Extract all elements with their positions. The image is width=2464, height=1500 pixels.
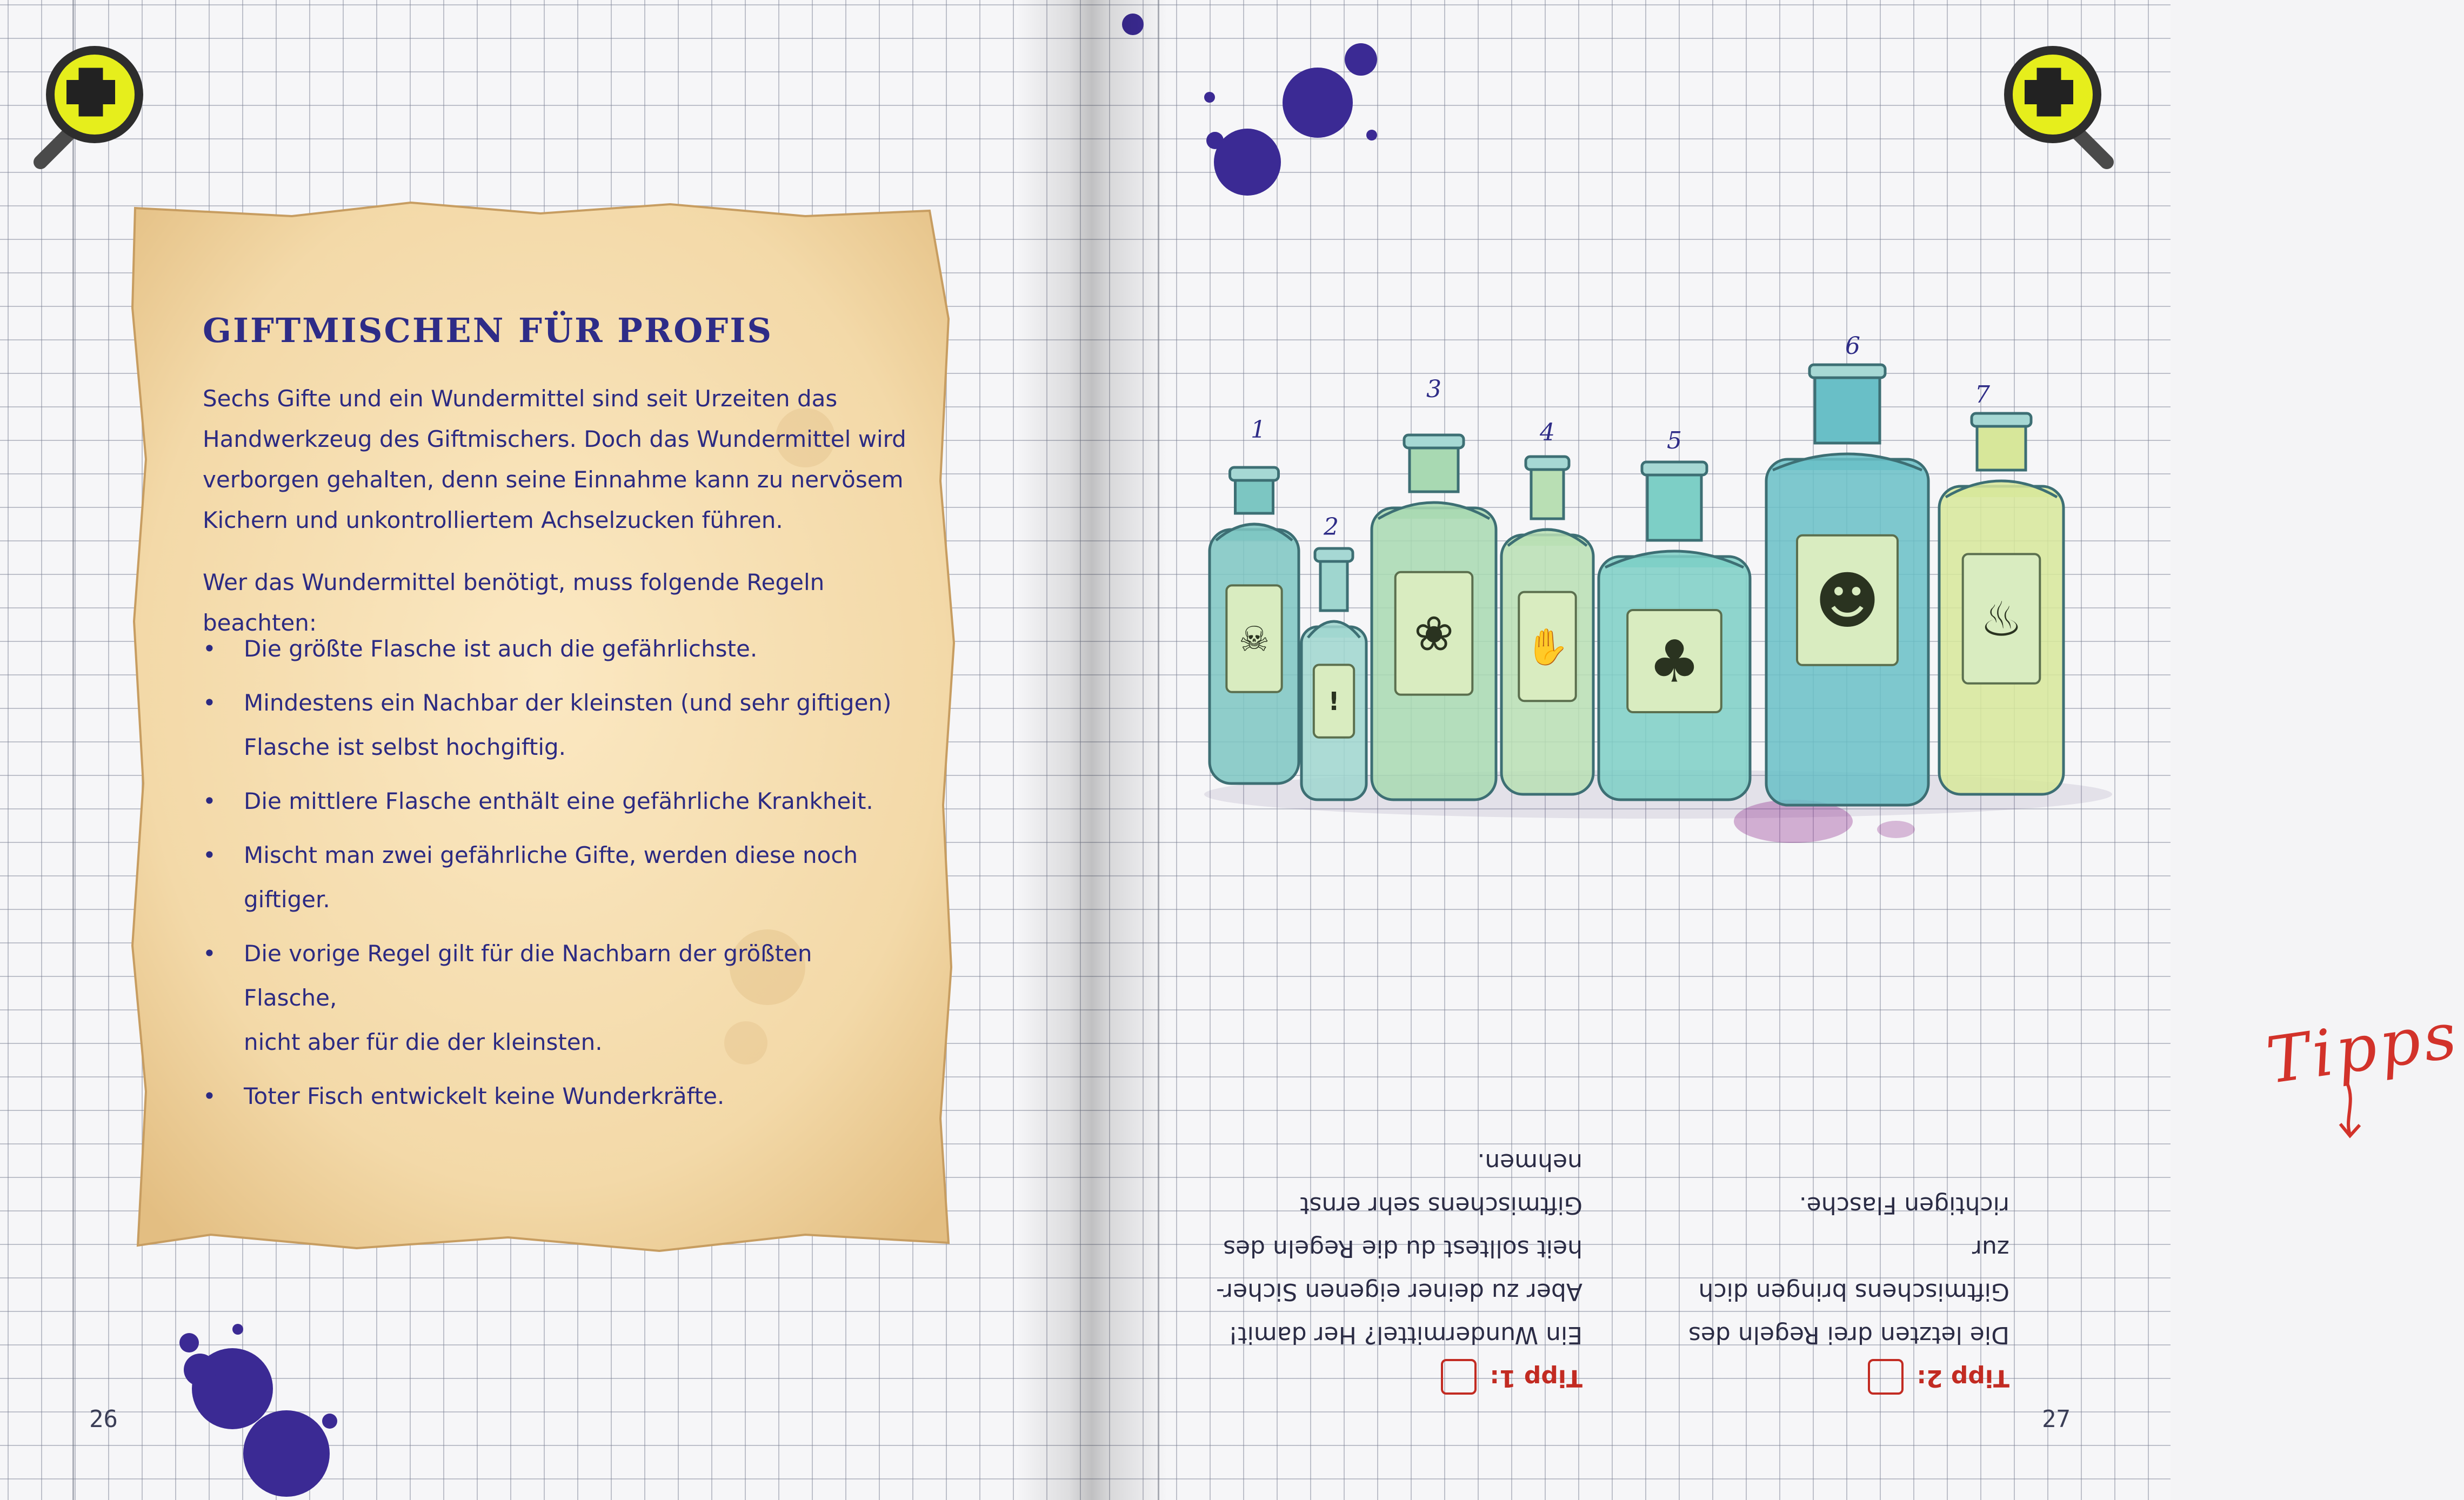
fire-icon: [1980, 591, 2022, 647]
tip-checkbox[interactable]: [1441, 1359, 1477, 1395]
skull-crossbones-icon: [1239, 619, 1270, 659]
tip-line: Ein Wundermittel? Her damit!: [1228, 1321, 1582, 1349]
bottle-number: 5: [1667, 427, 1682, 454]
intro-line: Kichern und unkontrolliertem Achselzucken führen.: [203, 507, 783, 533]
tip-label: Tipp 2:: [1917, 1364, 2009, 1392]
bottle-7: [1939, 381, 2064, 794]
svg-text:☠: ☠: [1239, 619, 1270, 659]
tip-line: Die letzten drei Regeln des: [1688, 1321, 2009, 1349]
rules-intro: Wer das Wundermittel benötigt, muss folgende Regeln beachten:: [203, 569, 825, 636]
bottle-2: [1301, 513, 1366, 800]
left-page: [0, 0, 1085, 1500]
bottle-number: 6: [1845, 332, 1860, 360]
bottle-number: 7: [1975, 381, 1990, 409]
bottle-number: 2: [1324, 513, 1339, 541]
page-title: GIFTMISCHEN FÜR PROFIS: [203, 311, 773, 350]
rule-item: • Mindestens ein Nachbar der kleinsten (und sehr giftigen) Flasche ist selbst hochgiftig.: [203, 681, 905, 769]
rule-item: • Toter Fisch entwickelt keine Wunderkräfte.: [203, 1074, 905, 1119]
bottles-illustration: [1188, 324, 2107, 875]
bottle-number: 3: [1426, 376, 1441, 403]
page-number-left: 26: [89, 1405, 118, 1433]
dead-tree-icon: [1648, 628, 1700, 696]
svg-text:❀: ❀: [1413, 606, 1454, 662]
rule-item: • Die mittlere Flasche enthält eine gefährliche Krankheit.: [203, 779, 905, 823]
bottle-4: [1501, 419, 1593, 794]
tip-line: Aber zu deiner eigenen Sicher-: [1216, 1278, 1582, 1305]
svg-text:♨: ♨: [1980, 591, 2023, 647]
margin-line: [72, 0, 74, 1500]
sick-person-icon: [1815, 565, 1880, 638]
tip-2: [1664, 1183, 2009, 1399]
arrow-down-icon: [2334, 1081, 2366, 1140]
bottle-number: 4: [1540, 419, 1555, 446]
tip-line: Giftmischens bringen dich zur: [1698, 1235, 2009, 1305]
tip-line: Giftmischens sehr ernst nehmen.: [1300, 1148, 1582, 1219]
tip-line: heit solltest du die Regeln des: [1223, 1235, 1582, 1262]
svg-text:!: !: [1328, 686, 1340, 716]
magnifier-icon: [1982, 38, 2118, 173]
ink-splat: [168, 1318, 395, 1500]
rules-list: [203, 627, 905, 1128]
magnifier-icon: [30, 38, 165, 173]
intro-paragraph: [203, 378, 916, 540]
tip-label: Tipp 1:: [1490, 1364, 1582, 1392]
rule-item: • Die größte Flasche ist auch die gefährlichste.: [203, 627, 905, 671]
svg-text:☻: ☻: [1814, 565, 1880, 638]
book-spine: [1016, 0, 1167, 1500]
parchment-card: [130, 200, 957, 1254]
bottle-number: 1: [1251, 416, 1266, 444]
dead-fish-icon: [1414, 606, 1454, 662]
bottle-5: [1599, 427, 1750, 800]
svg-text:✋: ✋: [1525, 626, 1570, 668]
tip-line: richtigen Flasche.: [1799, 1191, 2009, 1219]
corroded-hand-icon: [1525, 627, 1569, 668]
tip-1: [1204, 1140, 1582, 1399]
rule-item: • Mischt man zwei gefährliche Gifte, werden diese noch giftiger.: [203, 833, 905, 922]
intro-line: verborgen gehalten, denn seine Einnahme kann zu nervösem: [203, 466, 904, 493]
bottle-6: [1766, 332, 1928, 805]
exclamation-icon: [1328, 687, 1339, 716]
rule-item: • Die vorige Regel gilt für die Nachbarn der größten Flasche, nicht aber für die der kleinsten.: [203, 932, 905, 1064]
intro-line: Sechs Gifte und ein Wundermittel sind seit Urzeiten das: [203, 385, 838, 412]
tip-checkbox[interactable]: [1868, 1359, 1904, 1395]
bottle-3: [1372, 376, 1496, 800]
intro-line: Handwerkzeug des Giftmischers. Doch das Wundermittel wird: [203, 426, 906, 452]
bottle-1: [1210, 416, 1299, 784]
svg-text:♣: ♣: [1648, 628, 1701, 696]
right-page: [1085, 0, 2464, 1500]
page-number-right: 27: [2042, 1405, 2071, 1433]
tipps-heading: Tipps: [2262, 997, 2464, 1099]
